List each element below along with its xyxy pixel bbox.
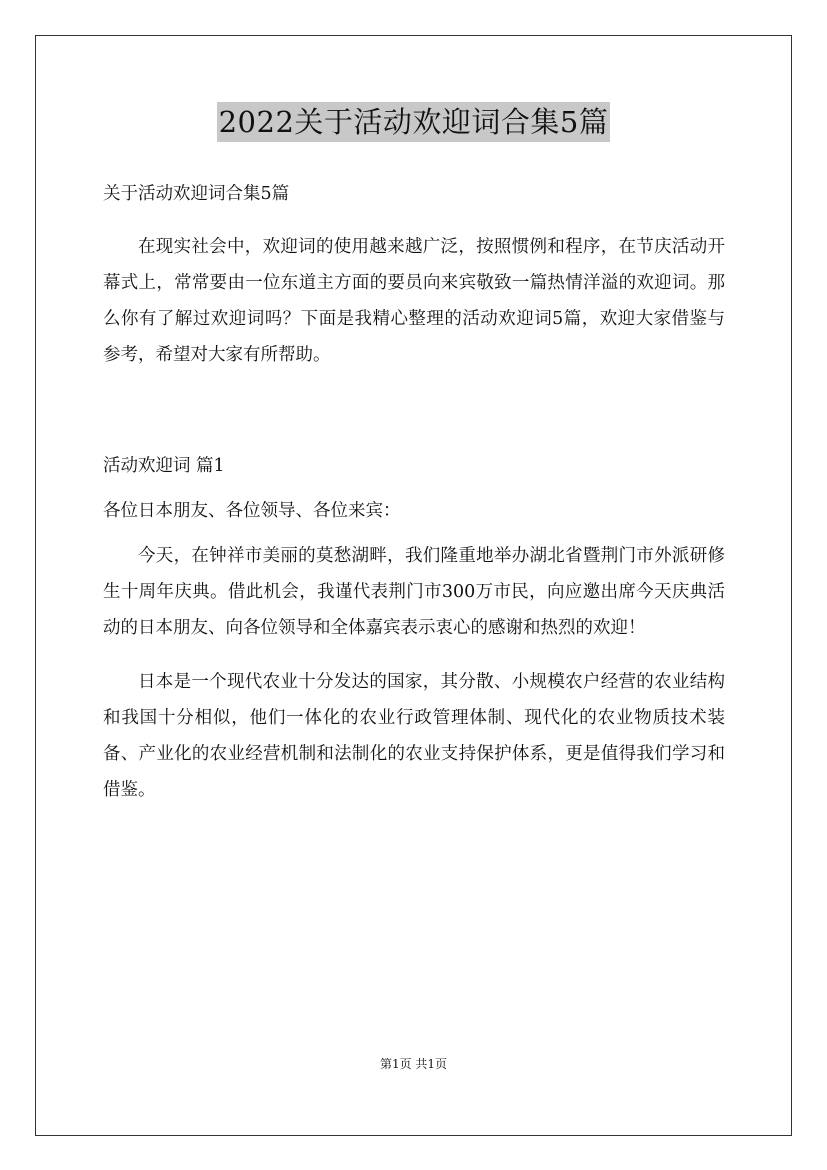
page-footer: 第1页 共1页 [379,1057,448,1071]
section-heading: 活动欢迎词 篇1 [103,456,225,476]
title-container [0,102,827,142]
body-paragraph-2: 日本是一个现代农业十分发达的国家，其分散、小规模农户经营的农业结构和我国十分相似，他们一体化的农业行政管理体制、现代化的农业物质技术装备、产业化的农业经营机制和法制化的农业支持保护体系，更是值得我们学习和借鉴。 [103,672,725,800]
document-subtitle: 关于活动欢迎词合集5篇 [103,184,290,204]
body-paragraph-1: 今天，在钟祥市美丽的莫愁湖畔，我们隆重地举办湖北省暨荆门市外派研修生十周年庆典。借此机会，我谨代表荆门市300万市民，向应邀出席今天庆典活动的日本朋友、向各位领导和全体嘉宾表示衷心的感谢和热烈的欢迎！ [103,546,725,638]
intro-paragraph: 在现实社会中，欢迎词的使用越来越广泛，按照惯例和程序，在节庆活动开幕式上，常常要由一位东道主方面的要员向来宾敬致一篇热情洋溢的欢迎词。那么你有了解过欢迎词吗？下面是我精心整理的活动欢迎词5篇，欢迎大家借鉴与参考，希望对大家有所帮助。 [103,237,725,365]
salutation: 各位日本朋友、各位领导、各位来宾： [103,501,401,521]
document-title: 2022关于活动欢迎词合集5篇 [217,102,611,142]
document-body [103,176,725,826]
